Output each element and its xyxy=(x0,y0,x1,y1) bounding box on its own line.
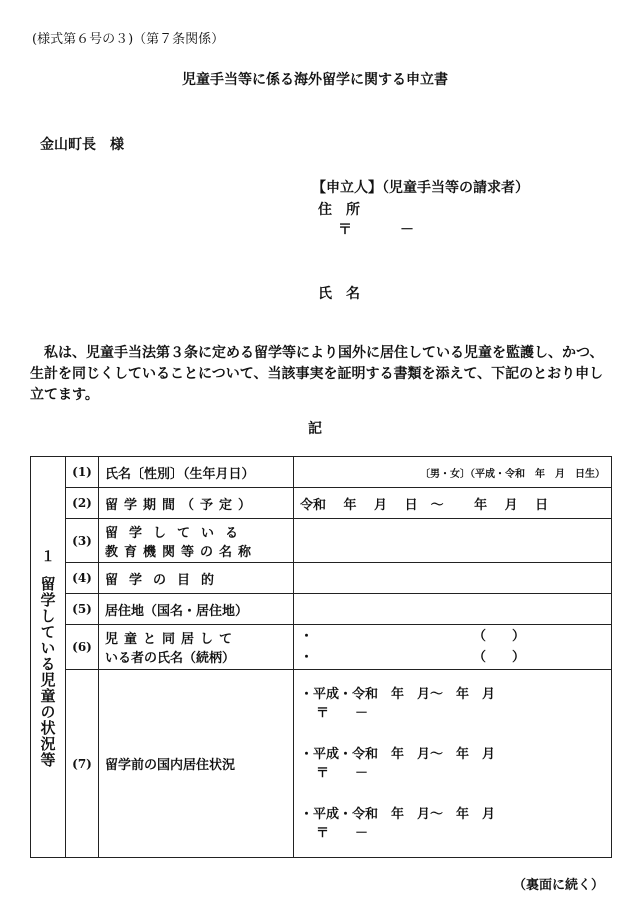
row-label xyxy=(99,519,294,563)
addressee: 金山町長 様 xyxy=(40,137,124,153)
declaration-text: 私は、児童手当法第３条に定める留学等により国外に居住している児童を監護し、かつ、生計を同じくしていることについて、当該事実を証明する書類を添えて、下記のとおり申し立てます。 xyxy=(30,345,604,403)
relationship-paren: （ ） xyxy=(472,650,525,665)
bullet: ・ xyxy=(300,650,314,665)
ki-heading: 記 xyxy=(308,421,322,437)
row-purpose xyxy=(31,563,612,594)
document-title: 児童手当等に係る海外留学に関する申立書 xyxy=(182,72,448,88)
row-label xyxy=(99,625,294,670)
row-number: (7) xyxy=(66,670,99,858)
bullet: ・ xyxy=(300,629,314,644)
row-number: (3) xyxy=(66,519,99,563)
row-number: (5) xyxy=(66,594,99,625)
form-number: (様式第６号の３)（第７条関係） xyxy=(32,32,225,47)
row-label-line2: 教育機関等の名称 xyxy=(105,544,258,560)
history-postal: 〒 － xyxy=(316,825,369,841)
row-label: 留学の目的 xyxy=(99,563,294,594)
address-label: 住 所 xyxy=(318,202,360,218)
name-label: 氏 名 xyxy=(318,286,360,302)
row-label: 居住地（国名・居住地） xyxy=(99,594,294,625)
cohabitant-line xyxy=(300,647,605,668)
postal-mark: 〒 xyxy=(338,222,352,238)
section-label: 留学している児童の状況等 xyxy=(38,576,57,768)
row-number: (1) xyxy=(66,457,99,488)
row-number: (4) xyxy=(66,563,99,594)
history-entry xyxy=(300,685,605,723)
row-name xyxy=(31,457,612,488)
purpose-field[interactable] xyxy=(294,563,612,594)
row-label-line1: 児童と同居して xyxy=(105,632,239,647)
history-period: ・平成・令和 年 月～ 年 月 xyxy=(300,686,496,702)
row-label: 留学期間（予定） xyxy=(99,488,294,519)
history-postal: 〒 － xyxy=(316,705,369,721)
continued-note: （裏面に続く） xyxy=(512,878,604,893)
history-period: ・平成・令和 年 月～ 年 月 xyxy=(300,746,496,762)
row-label-line2: いる者の氏名（続柄） xyxy=(105,651,236,666)
child-status-table xyxy=(30,456,612,858)
row-residence xyxy=(31,594,612,625)
cohabitant-line xyxy=(300,626,605,647)
row-number: (6) xyxy=(66,625,99,670)
history-entry xyxy=(300,805,605,843)
row-label: 氏名〔性別〕（生年月日） xyxy=(99,457,294,488)
cohabitant-field[interactable] xyxy=(294,625,612,670)
applicant-heading: 【申立人】（児童手当等の請求者） xyxy=(312,180,529,196)
relationship-paren: （ ） xyxy=(472,629,525,644)
prior-residence-field[interactable] xyxy=(294,670,612,858)
postal-dash: － xyxy=(400,222,414,238)
row-prior-residence xyxy=(31,670,612,858)
row-label: 留学前の国内居住状況 xyxy=(99,670,294,858)
row-institution xyxy=(31,519,612,563)
section-number: １ xyxy=(41,549,55,565)
section-side-cell xyxy=(31,457,66,858)
row-label-line1: 留学している xyxy=(105,525,250,541)
history-postal: 〒 － xyxy=(316,765,369,781)
row-number: (2) xyxy=(66,488,99,519)
study-period-field[interactable]: 令和 年 月 日 ～ 年 月 日 xyxy=(294,488,612,519)
history-entry xyxy=(300,745,605,783)
history-period: ・平成・令和 年 月～ 年 月 xyxy=(300,806,496,822)
institution-field[interactable] xyxy=(294,519,612,563)
name-sex-dob-field[interactable]: 〔男・女〕（平成・令和 年 月 日生） xyxy=(294,457,612,488)
row-period xyxy=(31,488,612,519)
residence-field[interactable] xyxy=(294,594,612,625)
row-cohabitant xyxy=(31,625,612,670)
